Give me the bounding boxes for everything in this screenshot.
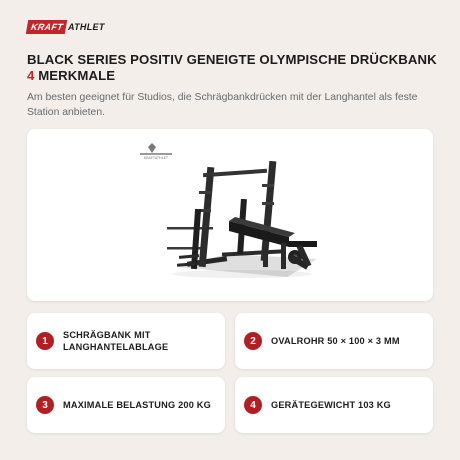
feature-number-badge: 4 <box>244 396 262 414</box>
feature-label: GERÄTEGEWICHT 103 KG <box>271 400 391 410</box>
feature-card-2 <box>235 313 433 369</box>
watermark-logo <box>140 143 172 160</box>
incline-bench-press-image <box>27 129 433 301</box>
brand-logo <box>27 20 105 34</box>
title-line1: BLACK SERIES POSITIV GENEIGTE OLYMPISCHE DRÜCKBANK <box>27 52 437 67</box>
page-title <box>27 52 437 84</box>
feature-label: OVALROHR 50 × 100 × 3 MM <box>271 336 400 346</box>
feature-card-4 <box>235 377 433 433</box>
feature-card-1 <box>27 313 225 369</box>
product-image-card <box>27 129 433 301</box>
page-subtitle: Am besten geeignet für Studios, die Schrägbankdrücken mit der Langhantel als feste Station anbieten. <box>27 92 418 118</box>
feature-label: MAXIMALE BELASTUNG 200 KG <box>63 400 211 410</box>
title-line2: MERKMALE <box>38 68 116 83</box>
feature-number-badge: 2 <box>244 332 262 350</box>
feature-card-3 <box>27 377 225 433</box>
title-number: 4 <box>27 68 35 83</box>
logo-kraft: KRAFT <box>26 20 67 34</box>
logo-athlet: ATHLET <box>68 22 105 32</box>
feature-label: SCHRÄGBANK MIT LANGHANTELABLAGE <box>63 330 169 352</box>
feature-number-badge: 3 <box>36 396 54 414</box>
svg-text:KRAFTATHLET: KRAFTATHLET <box>144 156 168 160</box>
feature-number-badge: 1 <box>36 332 54 350</box>
